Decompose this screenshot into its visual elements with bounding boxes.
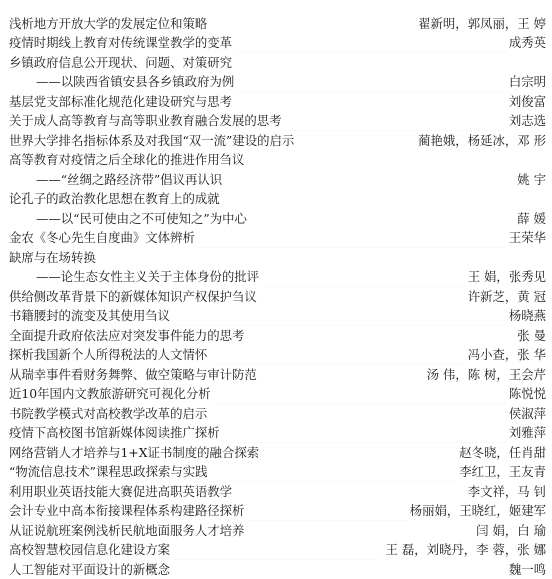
toc-entry[interactable] xyxy=(0,248,552,268)
toc-entry-title: 供给侧改革背景下的新媒体知识产权保护刍议 xyxy=(9,287,257,307)
toc-entry-author: 翟新明，郭凤丽，王 婷 xyxy=(418,14,546,34)
toc-entry-author: 许新芝，黄 冠 xyxy=(468,287,546,307)
toc-entry[interactable] xyxy=(0,365,552,385)
toc-entry-title: 网络营销人才培养与1+X证书制度的融合探索 xyxy=(9,443,259,463)
toc-entry-author: 赵冬晓，任肖甜 xyxy=(459,443,546,463)
toc-entry-title: ——论生态女性主义关于主体身份的批评 xyxy=(36,267,259,287)
toc-entry[interactable] xyxy=(0,540,552,560)
dot-leader xyxy=(173,540,382,560)
toc-entry-author: 王 娟，张秀见 xyxy=(468,267,546,287)
toc-entry-author: 成秀英 xyxy=(509,33,546,53)
toc-entry-title: 基层党支部标准化规范化建设研究与思考 xyxy=(9,92,232,112)
toc-entry-title: 浅析地方开放大学的发展定位和策略 xyxy=(9,14,207,34)
toc-entry[interactable] xyxy=(0,53,552,73)
toc-entry-author: 杨晓燕 xyxy=(509,306,546,326)
toc-entry-title: 高校智慧校园信息化建设方案 xyxy=(9,540,170,560)
toc-entry-title: 高等教育对疫情之后全球化的推进作用刍议 xyxy=(9,150,244,170)
toc-entry[interactable] xyxy=(0,404,552,424)
dot-leader xyxy=(225,170,514,190)
dot-leader xyxy=(285,111,506,131)
dot-leader xyxy=(173,306,506,326)
toc-entry[interactable] xyxy=(0,72,552,92)
toc-entry[interactable] xyxy=(0,560,552,579)
toc-entry-title: 疫情下高校图书馆新媒体阅读推广探析 xyxy=(9,423,220,443)
toc-entry-title: ——“丝绸之路经济带”倡议再认识 xyxy=(36,170,222,190)
toc-entry-author: 汤 伟，陈 树，王会芹 xyxy=(427,365,546,385)
toc-entry-title: 书院教学模式对高校教学改革的启示 xyxy=(9,404,207,424)
toc-entry-author: 薛 媛 xyxy=(517,209,546,229)
toc-entry[interactable] xyxy=(0,111,552,131)
dot-leader xyxy=(260,287,465,307)
dot-leader xyxy=(198,228,506,248)
toc-entry-author: 刘志选 xyxy=(509,111,546,131)
toc-entry-title: 探析我国新个人所得税法的人文情怀 xyxy=(9,345,207,365)
toc-entry[interactable] xyxy=(0,501,552,521)
toc-entry[interactable] xyxy=(0,423,552,443)
dot-leader xyxy=(250,209,514,229)
toc-entry[interactable] xyxy=(0,287,552,307)
toc-entry-title: ——以“民可使由之不可使知之”为中心 xyxy=(36,209,247,229)
dot-leader xyxy=(210,404,506,424)
toc-entry-title: 从证说航班案例浅析民航地面服务人才培养 xyxy=(9,521,244,541)
toc-entry[interactable] xyxy=(0,150,552,170)
toc-entry-title: 金农《冬心先生自度曲》文体辨析 xyxy=(9,228,195,248)
toc-entry-author: 侯淑萍 xyxy=(509,404,546,424)
toc-entry[interactable] xyxy=(0,267,552,287)
toc-entry[interactable] xyxy=(0,0,552,14)
dot-leader xyxy=(247,521,473,541)
toc-entry-author: 李文祥，马 钊 xyxy=(468,482,546,502)
toc-entry-title: 会计专业中高本衔接课程体系构建路径探析 xyxy=(9,501,244,521)
toc-entry-author: 魏一鸣 xyxy=(509,560,546,579)
dot-leader xyxy=(210,14,415,34)
toc-entry-title: 从瑞幸事件看财务舞弊、做空策略与审计防范 xyxy=(9,365,257,385)
toc-entry[interactable] xyxy=(0,306,552,326)
toc-entry-title: 论孔子的政治教化思想在教育上的成就 xyxy=(9,189,220,209)
toc-entry[interactable] xyxy=(0,189,552,209)
toc-entry[interactable] xyxy=(0,482,552,502)
dot-leader xyxy=(235,92,506,112)
dot-leader xyxy=(235,482,465,502)
toc-entry-title: 人工智能对平面设计的新概念 xyxy=(9,560,170,579)
toc-entry-author: 杨丽娟，王晓红，姬建军 xyxy=(410,501,546,521)
toc-entry[interactable] xyxy=(0,131,552,151)
toc-entry-author: 蔺艳娥，杨延冰，邓 形 xyxy=(418,131,546,151)
dot-leader xyxy=(297,131,415,151)
toc-entry-author: 冯小查，张 华 xyxy=(468,345,546,365)
toc-entry[interactable] xyxy=(0,345,552,365)
toc-entry-author: 姚 宇 xyxy=(517,170,546,190)
toc-entry-author: 张 曼 xyxy=(517,326,546,346)
dot-leader xyxy=(262,267,465,287)
toc-entry-title: 近10年国内文教旅游研究可视化分析 xyxy=(9,384,211,404)
toc-entry[interactable] xyxy=(0,521,552,541)
toc-entry[interactable] xyxy=(0,92,552,112)
toc-entry-author: 李红卫，王友青 xyxy=(459,462,546,482)
toc-entry-title: 世界大学排名指标体系及对我国“双一流”建设的启示 xyxy=(9,131,294,151)
toc-entry-author: 刘俊富 xyxy=(509,92,546,112)
dot-leader xyxy=(260,365,424,385)
toc-entry[interactable] xyxy=(0,209,552,229)
toc-entry-title: 疫情时期线上教育对传统课堂教学的变革 xyxy=(9,33,232,53)
dot-leader xyxy=(235,33,506,53)
toc-entry-title: 关于成人高等教育与高等职业教育融合发展的思考 xyxy=(9,111,282,131)
toc-entry[interactable] xyxy=(0,33,552,53)
dot-leader xyxy=(247,326,514,346)
toc-entry[interactable] xyxy=(0,170,552,190)
dot-leader xyxy=(223,423,506,443)
toc-entry-author: 王荣华 xyxy=(509,228,546,248)
dot-leader xyxy=(262,443,456,463)
toc-entry[interactable] xyxy=(0,14,552,34)
toc-entry-author: 白宗明 xyxy=(509,72,546,92)
toc-entry[interactable] xyxy=(0,443,552,463)
toc-entry-author: 刘雅萍 xyxy=(509,423,546,443)
toc-entry[interactable] xyxy=(0,462,552,482)
toc-entry-title: 乡镇政府信息公开现状、问题、对策研究 xyxy=(9,53,232,73)
dot-leader xyxy=(247,501,407,521)
toc-entry-author: 王 磊，刘晓丹，李 蓉，张 娜 xyxy=(385,540,546,560)
toc-entry-author: 闫 娟，白 瑜 xyxy=(476,521,546,541)
toc-entry[interactable] xyxy=(0,326,552,346)
toc-entry-title: 书籍腰封的流变及其使用刍议 xyxy=(9,306,170,326)
toc-entry[interactable] xyxy=(0,228,552,248)
toc-entry-author: 陈悦悦 xyxy=(509,384,546,404)
dot-leader xyxy=(237,72,506,92)
toc-entry-title: 全面提升政府依法应对突发事件能力的思考 xyxy=(9,326,244,346)
dot-leader xyxy=(173,560,506,579)
dot-leader xyxy=(214,384,506,404)
toc-entry[interactable] xyxy=(0,384,552,404)
toc-entry-title: 利用职业英语技能大赛促进高职英语教学 xyxy=(9,482,232,502)
toc-entry-title: 缺席与在场转换 xyxy=(9,248,96,268)
dot-leader xyxy=(211,462,456,482)
toc-entry-title: “物流信息技术”课程思政探索与实践 xyxy=(9,462,208,482)
dot-leader xyxy=(210,345,465,365)
toc-entry-title: ——以陕西省镇安县各乡镇政府为例 xyxy=(36,72,234,92)
